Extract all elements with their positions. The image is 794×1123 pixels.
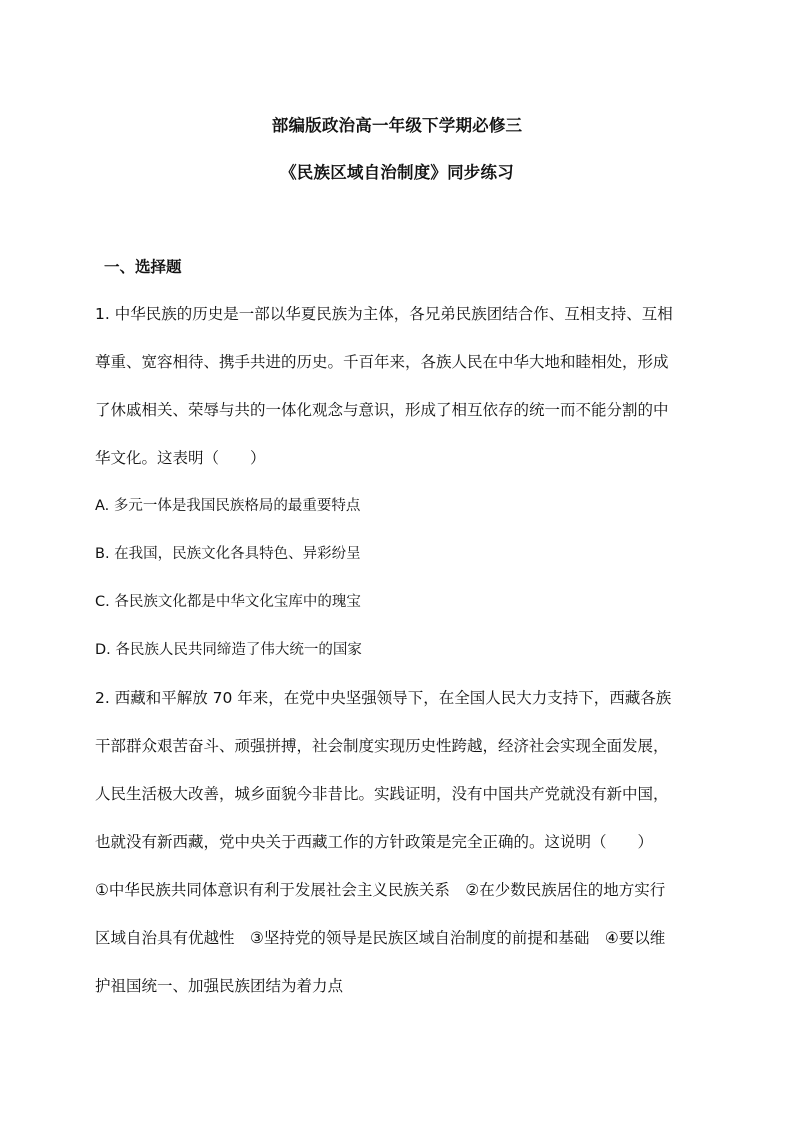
document-title: 部编版政治高一年级下学期必修三 xyxy=(271,116,523,135)
question-1-option-c: C. 各民族文化都是中华文化宝库中的瑰宝 xyxy=(95,594,361,610)
question-1-line: 尊重、宽容相待、携手共进的历史。千百年来，各族人民在中华大地和睦相处，形成 xyxy=(95,353,669,371)
question-2-line: 2. 西藏和平解放 70 年来，在党中央坚强领导下，在全国人民大力支持下，西藏各族 xyxy=(95,689,672,707)
question-2-statements-line: 护祖国统一、加强民族团结为着力点 xyxy=(95,977,344,995)
question-2-line: 也就没有新西藏，党中央关于西藏工作的方针政策是完全正确的。这说明（ ） xyxy=(95,833,654,851)
question-1-option-d: D. 各民族人民共同缔造了伟大统一的国家 xyxy=(95,642,362,658)
question-2-statements-line: ①中华民族共同体意识有利于发展社会主义民族关系 ②在少数民族居住的地方实行 xyxy=(95,881,666,899)
document-subtitle: 《民族区域自治制度》同步练习 xyxy=(280,163,514,182)
question-1-option-b: B. 在我国，民族文化各具特色、异彩纷呈 xyxy=(95,546,361,562)
question-1-line: 华文化。这表明（ ） xyxy=(95,449,266,467)
section-heading: 一、选择题 xyxy=(104,258,182,276)
question-2-line: 干部群众艰苦奋斗、顽强拼搏，社会制度实现历史性跨越，经济社会实现全面发展， xyxy=(95,737,669,755)
question-1-line: 1. 中华民族的历史是一部以华夏民族为主体，各兄弟民族团结合作、互相支持、互相 xyxy=(95,305,673,323)
question-2-statements-line: 区域自治具有优越性 ③坚持党的领导是民族区域自治制度的前提和基础 ④要以维 xyxy=(95,929,666,947)
question-1-line: 了休戚相关、荣辱与共的一体化观念与意识，形成了相互依存的统一而不能分割的中 xyxy=(95,401,669,419)
question-2-line: 人民生活极大改善，城乡面貌今非昔比。实践证明，没有中国共产党就没有新中国， xyxy=(95,785,669,803)
question-1-option-a: A. 多元一体是我国民族格局的最重要特点 xyxy=(95,498,361,514)
